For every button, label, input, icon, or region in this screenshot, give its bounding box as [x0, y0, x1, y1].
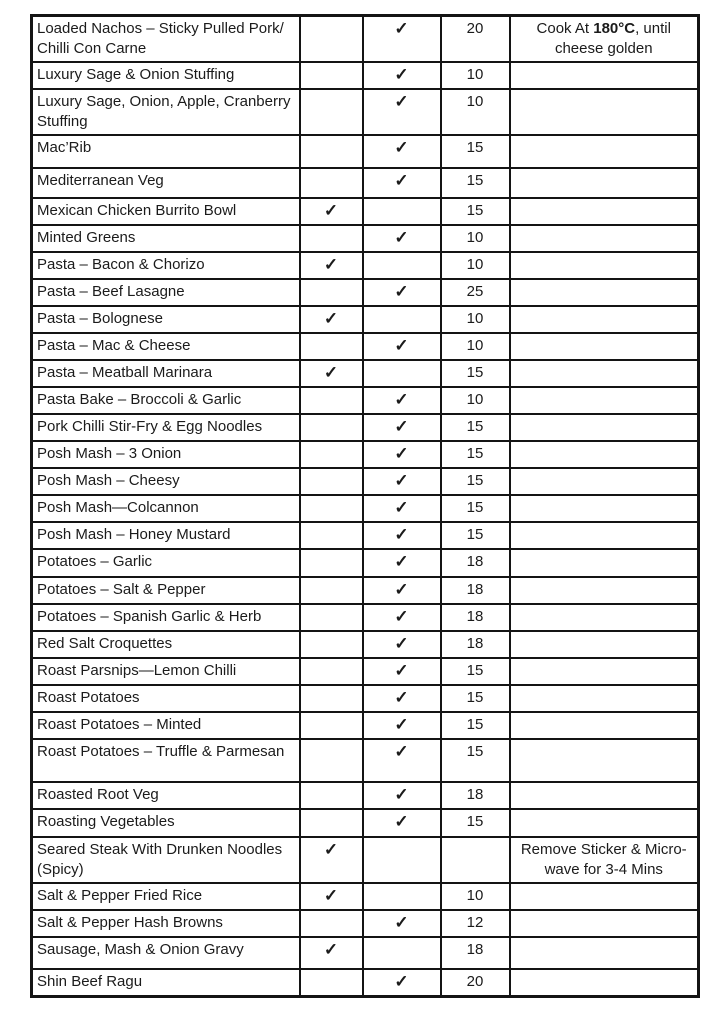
check-column-2-cell [363, 577, 441, 604]
minutes-cell: 18 [441, 549, 510, 577]
check-column-1-cell [300, 16, 363, 63]
check-icon: ✓ [394, 688, 409, 707]
check-icon: ✓ [323, 886, 339, 905]
notes-cell [510, 135, 699, 168]
table-row [32, 549, 699, 577]
check-column-2-cell [363, 414, 441, 441]
table-row [32, 333, 699, 360]
notes-cell [510, 62, 699, 89]
notes-cell [510, 809, 699, 837]
notes-cell [510, 198, 699, 225]
check-column-1-cell [300, 685, 363, 712]
table-row [32, 631, 699, 658]
check-column-1-cell [300, 522, 363, 549]
cooking-instructions-table [30, 14, 700, 998]
table-row [32, 712, 699, 739]
check-column-1-cell [300, 168, 363, 198]
check-icon: ✓ [394, 498, 409, 517]
table-row [32, 969, 699, 997]
table-row [32, 168, 699, 198]
item-name-cell: Mexican Chicken Burrito Bowl [32, 198, 300, 225]
minutes-cell: 15 [441, 739, 510, 782]
minutes-cell: 18 [441, 782, 510, 809]
table-row [32, 135, 699, 168]
check-icon: ✓ [394, 661, 409, 680]
check-column-2-cell [363, 135, 441, 168]
check-column-1-cell [300, 604, 363, 631]
notes-cell [510, 658, 699, 685]
notes-cell [510, 16, 699, 63]
minutes-cell: 15 [441, 809, 510, 837]
check-column-1-cell [300, 360, 363, 387]
check-icon: ✓ [323, 940, 339, 959]
item-name-cell: Pasta – Beef Lasagne [32, 279, 300, 306]
table-row [32, 809, 699, 837]
table-row [32, 387, 699, 414]
item-name-cell: Pasta – Bacon & Chorizo [32, 252, 300, 279]
item-name-cell: Mediterranean Veg [32, 168, 300, 198]
check-column-2-cell [363, 604, 441, 631]
notes-cell [510, 937, 699, 969]
notes-cell [510, 549, 699, 577]
item-name-cell: Pasta – Bolognese [32, 306, 300, 333]
check-column-1-cell [300, 333, 363, 360]
item-name-cell: Potatoes – Salt & Pepper [32, 577, 300, 604]
check-icon: ✓ [394, 444, 409, 463]
item-name-cell: Sausage, Mash & Onion Gravy [32, 937, 300, 969]
notes-cell [510, 782, 699, 809]
item-name-cell: Salt & Pepper Hash Browns [32, 910, 300, 937]
table-row [32, 937, 699, 969]
check-column-2-cell [363, 333, 441, 360]
check-icon: ✓ [394, 138, 409, 157]
table-row [32, 604, 699, 631]
check-icon: ✓ [394, 390, 409, 409]
check-column-2-cell [363, 387, 441, 414]
check-column-1-cell [300, 468, 363, 495]
check-column-1-cell [300, 414, 363, 441]
notes-cell [510, 522, 699, 549]
minutes-cell: 15 [441, 495, 510, 522]
table-body [32, 16, 699, 997]
check-column-1-cell [300, 809, 363, 837]
notes-cell [510, 604, 699, 631]
check-column-1-cell [300, 937, 363, 969]
item-name-cell: Shin Beef Ragu [32, 969, 300, 997]
check-icon: ✓ [394, 580, 409, 599]
check-column-2-cell [363, 495, 441, 522]
table-row [32, 577, 699, 604]
check-icon: ✓ [394, 65, 409, 84]
minutes-cell: 10 [441, 252, 510, 279]
item-name-cell: Mac’Rib [32, 135, 300, 168]
minutes-cell: 15 [441, 685, 510, 712]
check-column-2-cell [363, 631, 441, 658]
minutes-cell [441, 837, 510, 883]
notes-cell [510, 468, 699, 495]
table-row [32, 468, 699, 495]
check-icon: ✓ [394, 742, 409, 761]
table-row [32, 782, 699, 809]
minutes-cell: 10 [441, 306, 510, 333]
notes-cell [510, 168, 699, 198]
notes-cell [510, 577, 699, 604]
minutes-cell: 10 [441, 62, 510, 89]
notes-cell [510, 333, 699, 360]
check-column-1-cell [300, 549, 363, 577]
minutes-cell: 10 [441, 225, 510, 252]
check-column-1-cell [300, 225, 363, 252]
minutes-cell: 15 [441, 414, 510, 441]
minutes-cell: 12 [441, 910, 510, 937]
table-row [32, 279, 699, 306]
item-name-cell: Posh Mash – 3 Onion [32, 441, 300, 468]
item-name-cell: Posh Mash – Cheesy [32, 468, 300, 495]
check-icon: ✓ [394, 282, 409, 301]
check-column-1-cell [300, 577, 363, 604]
table-row [32, 414, 699, 441]
check-column-1-cell [300, 89, 363, 135]
check-icon: ✓ [394, 417, 409, 436]
minutes-cell: 15 [441, 168, 510, 198]
item-name-cell: Roasting Vegetables [32, 809, 300, 837]
note-text: Cook At [536, 20, 594, 37]
notes-cell [510, 252, 699, 279]
item-name-cell: Roasted Root Veg [32, 782, 300, 809]
table-row [32, 16, 699, 63]
table-row [32, 360, 699, 387]
minutes-cell: 18 [441, 577, 510, 604]
check-column-2-cell [363, 658, 441, 685]
notes-cell [510, 739, 699, 782]
check-column-2-cell [363, 360, 441, 387]
check-icon: ✓ [394, 19, 409, 38]
check-column-2-cell [363, 739, 441, 782]
check-column-1-cell [300, 631, 363, 658]
table-row [32, 837, 699, 883]
check-column-1-cell [300, 837, 363, 883]
item-name-cell: Roast Potatoes – Truffle & Parmesan [32, 739, 300, 782]
table-row [32, 306, 699, 333]
item-name-cell: Luxury Sage & Onion Stuffing [32, 62, 300, 89]
table-row [32, 522, 699, 549]
minutes-cell: 15 [441, 658, 510, 685]
check-icon: ✓ [394, 972, 409, 991]
check-column-1-cell [300, 306, 363, 333]
note-text: , until cheese golden [554, 20, 671, 57]
minutes-cell: 15 [441, 712, 510, 739]
check-column-2-cell [363, 522, 441, 549]
check-icon: ✓ [394, 715, 409, 734]
notes-cell [510, 495, 699, 522]
table-row [32, 441, 699, 468]
item-name-cell: Potatoes – Spanish Garlic & Herb [32, 604, 300, 631]
check-column-1-cell [300, 495, 363, 522]
table-row [32, 225, 699, 252]
note-text-bold: 180°C [593, 20, 636, 37]
check-column-2-cell [363, 279, 441, 306]
check-column-2-cell [363, 712, 441, 739]
notes-cell [510, 712, 699, 739]
check-column-1-cell [300, 62, 363, 89]
notes-cell [510, 387, 699, 414]
item-name-cell: Potatoes – Garlic [32, 549, 300, 577]
notes-cell [510, 225, 699, 252]
note-text: Remove Sticker & Micro-wave for 3-4 Mins [520, 841, 687, 878]
minutes-cell: 10 [441, 387, 510, 414]
table-row [32, 89, 699, 135]
item-name-cell: Red Salt Croquettes [32, 631, 300, 658]
check-column-1-cell [300, 969, 363, 997]
check-column-2-cell [363, 16, 441, 63]
table-row [32, 883, 699, 910]
item-name-cell: Salt & Pepper Fried Rice [32, 883, 300, 910]
check-column-2-cell [363, 782, 441, 809]
item-name-cell: Pork Chilli Stir-Fry & Egg Noodles [32, 414, 300, 441]
check-column-2-cell [363, 225, 441, 252]
check-icon: ✓ [394, 471, 409, 490]
check-column-1-cell [300, 658, 363, 685]
check-icon: ✓ [323, 255, 339, 274]
check-column-2-cell [363, 198, 441, 225]
item-name-cell: Pasta – Meatball Marinara [32, 360, 300, 387]
notes-cell [510, 837, 699, 883]
notes-cell [510, 360, 699, 387]
minutes-cell: 25 [441, 279, 510, 306]
check-column-1-cell [300, 279, 363, 306]
check-column-2-cell [363, 89, 441, 135]
check-column-1-cell [300, 387, 363, 414]
check-icon: ✓ [394, 171, 409, 190]
minutes-cell: 15 [441, 468, 510, 495]
notes-cell [510, 910, 699, 937]
item-name-cell: Loaded Nachos – Sticky Pulled Pork/ Chilli Con Carne [32, 16, 300, 63]
minutes-cell: 10 [441, 333, 510, 360]
check-icon: ✓ [394, 812, 409, 831]
table-row [32, 495, 699, 522]
minutes-cell: 20 [441, 16, 510, 63]
minutes-cell: 18 [441, 937, 510, 969]
item-name-cell: Pasta Bake – Broccoli & Garlic [32, 387, 300, 414]
check-column-1-cell [300, 198, 363, 225]
check-column-1-cell [300, 883, 363, 910]
check-column-1-cell [300, 252, 363, 279]
item-name-cell: Roast Potatoes – Minted [32, 712, 300, 739]
check-column-2-cell [363, 837, 441, 883]
check-icon: ✓ [323, 201, 339, 220]
check-icon: ✓ [394, 607, 409, 626]
check-column-2-cell [363, 969, 441, 997]
check-icon: ✓ [394, 634, 409, 653]
check-column-1-cell [300, 712, 363, 739]
check-column-2-cell [363, 937, 441, 969]
item-name-cell: Minted Greens [32, 225, 300, 252]
check-icon: ✓ [394, 552, 409, 571]
notes-cell [510, 306, 699, 333]
check-icon: ✓ [394, 785, 409, 804]
check-icon: ✓ [394, 913, 409, 932]
notes-cell [510, 969, 699, 997]
check-column-2-cell [363, 809, 441, 837]
check-column-2-cell [363, 883, 441, 910]
item-name-cell: Roast Potatoes [32, 685, 300, 712]
table-row [32, 685, 699, 712]
check-column-2-cell [363, 549, 441, 577]
check-icon: ✓ [323, 840, 339, 859]
notes-cell [510, 414, 699, 441]
notes-cell [510, 883, 699, 910]
check-column-1-cell [300, 441, 363, 468]
table-row [32, 658, 699, 685]
table-row [32, 739, 699, 782]
item-name-cell: Luxury Sage, Onion, Apple, Cranberry Stuffing [32, 89, 300, 135]
check-column-2-cell [363, 468, 441, 495]
check-column-2-cell [363, 252, 441, 279]
minutes-cell: 15 [441, 360, 510, 387]
check-column-2-cell [363, 168, 441, 198]
minutes-cell: 15 [441, 522, 510, 549]
check-icon: ✓ [323, 309, 339, 328]
minutes-cell: 15 [441, 198, 510, 225]
notes-cell [510, 631, 699, 658]
table-row [32, 198, 699, 225]
check-column-1-cell [300, 910, 363, 937]
table-row [32, 252, 699, 279]
notes-cell [510, 441, 699, 468]
table-row [32, 62, 699, 89]
check-column-2-cell [363, 306, 441, 333]
check-column-1-cell [300, 739, 363, 782]
check-column-2-cell [363, 910, 441, 937]
notes-cell [510, 89, 699, 135]
check-icon: ✓ [394, 525, 409, 544]
minutes-cell: 18 [441, 631, 510, 658]
minutes-cell: 10 [441, 89, 510, 135]
minutes-cell: 15 [441, 441, 510, 468]
minutes-cell: 18 [441, 604, 510, 631]
check-column-2-cell [363, 441, 441, 468]
item-name-cell: Posh Mash – Honey Mustard [32, 522, 300, 549]
notes-cell [510, 279, 699, 306]
check-icon: ✓ [394, 336, 409, 355]
item-name-cell: Posh Mash—Colcannon [32, 495, 300, 522]
minutes-cell: 20 [441, 969, 510, 997]
check-icon: ✓ [394, 92, 409, 111]
check-column-2-cell [363, 62, 441, 89]
item-name-cell: Pasta – Mac & Cheese [32, 333, 300, 360]
notes-cell [510, 685, 699, 712]
item-name-cell: Seared Steak With Drunken Noodles (Spicy) [32, 837, 300, 883]
check-icon: ✓ [394, 228, 409, 247]
check-icon: ✓ [323, 363, 339, 382]
minutes-cell: 15 [441, 135, 510, 168]
check-column-1-cell [300, 135, 363, 168]
minutes-cell: 10 [441, 883, 510, 910]
item-name-cell: Roast Parsnips—Lemon Chilli [32, 658, 300, 685]
check-column-1-cell [300, 782, 363, 809]
table-row [32, 910, 699, 937]
check-column-2-cell [363, 685, 441, 712]
